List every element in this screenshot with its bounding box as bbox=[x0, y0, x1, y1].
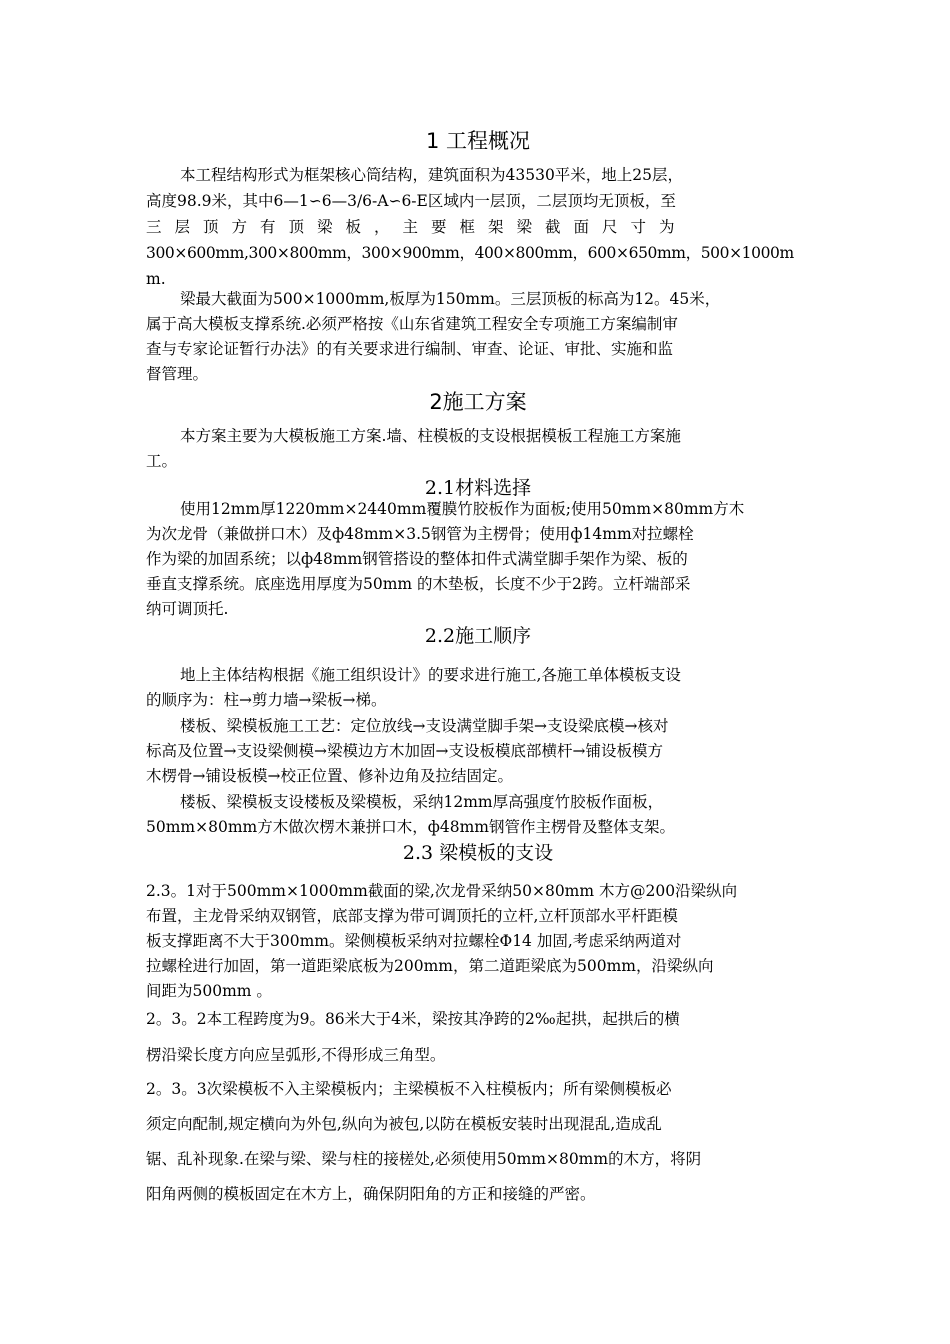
section-2-2-heading: 2.2施工顺序 bbox=[424, 625, 532, 647]
text-line: 2.3。1对于500mm×1000mm截面的梁,次龙骨采纳50×80mm 木方@200沿梁纵向 bbox=[146, 882, 738, 900]
text-line: 锯、乱补现象.在梁与梁、梁与柱的接槎处,必须使用50mm×80mm的木方，将阴 bbox=[146, 1150, 702, 1168]
text-line: 督管理。 bbox=[146, 365, 209, 383]
text-line: 纳可调顶托. bbox=[146, 600, 229, 618]
text-line: 为次龙骨（兼做拼口木）及ф48mm×3.5钢管为主楞骨；使用ф14mm对拉螺栓 bbox=[146, 525, 694, 543]
text-line: 属于高大模板支撑系统.必须严格按《山东省建筑工程安全专项施工方案编制审 bbox=[146, 315, 678, 333]
text-line: 50mm×80mm方木做次楞木兼拼口木，ф48mm钢管作主楞骨及整体支架。 bbox=[146, 818, 675, 836]
text-line: 三层顶方有顶梁板，主要框架梁截面尺寸为 bbox=[146, 218, 688, 236]
text-line: 板支撑距离不大于300mm。梁侧模板采纳对拉螺栓Φ14 加固,考虑采纳两道对 bbox=[146, 932, 682, 950]
text-line: 拉螺栓进行加固，第一道距梁底板为200mm，第二道距梁底为500mm，沿梁纵向 bbox=[146, 957, 714, 975]
section-2-1-paragraph-1 bbox=[146, 497, 810, 622]
text-line: 布置，主龙骨采纳双钢管，底部支撑为带可调顶托的立杆,立杆顶部水平杆距模 bbox=[146, 907, 678, 925]
text-line: 阳角两侧的模板固定在木方上，确保阴阳角的方正和接缝的严密。 bbox=[146, 1185, 596, 1203]
text-line: m. bbox=[146, 270, 166, 288]
text-line: 2。3。2本工程跨度为9。86米大于4米，梁按其净跨的2‰起拱，起拱后的横 bbox=[146, 1010, 680, 1028]
text-line: 作为梁的加固系统；以ф48mm钢管搭设的整体扣件式满堂脚手架作为梁、板的 bbox=[146, 550, 688, 568]
text-line: 梁最大截面为500×1000mm,板厚为150mm。三层顶板的标高为12。45米， bbox=[180, 290, 721, 308]
section-1-heading: 1 工程概况 bbox=[425, 129, 531, 153]
section-2-3-paragraph-3 bbox=[146, 1072, 810, 1212]
section-2-3-heading: 2.3 梁模板的支设 bbox=[402, 842, 554, 864]
section-2-2-paragraph-1 bbox=[146, 663, 810, 713]
text-line: 垂直支撑系统。底座选用厚度为50mm 的木垫板，长度不少于2跨。立杆端部采 bbox=[146, 575, 691, 593]
section-1-paragraph-1 bbox=[146, 162, 810, 292]
section-1-paragraph-2 bbox=[146, 287, 810, 387]
text-line: 300×600mm,300×800mm，300×900mm，400×800mm，600×650mm，500×1000m bbox=[146, 244, 794, 262]
text-line: 高度98.9米，其中6—1∽6—3/6-A∽6-E区域内一层顶，二层顶均无顶板，至 bbox=[146, 192, 676, 210]
text-line: 使用12mm厚1220mm×2440mm覆膜竹胶板作为面板;使用50mm×80mm方木 bbox=[180, 500, 745, 518]
text-line: 楼板、梁模板施工工艺：定位放线→支设满堂脚手架→支设梁底模→核对 bbox=[180, 717, 669, 735]
section-2-3-paragraph-1 bbox=[146, 879, 810, 1004]
text-line: 楼板、梁模板支设楼板及梁模板，采纳12mm厚高强度竹胶板作面板， bbox=[180, 793, 664, 811]
text-line: 须定向配制,规定横向为外包,纵向为被包,以防在模板安装时出现混乱,造成乱 bbox=[146, 1115, 662, 1133]
text-line: 的顺序为：柱→剪力墙→梁板→梯。 bbox=[146, 691, 387, 709]
text-line: 间距为500mm 。 bbox=[146, 982, 272, 1000]
section-2-2-paragraph-3 bbox=[146, 790, 810, 840]
section-2-2-paragraph-2 bbox=[146, 714, 810, 789]
text-line: 查与专家论证暂行办法》的有关要求进行编制、审查、论证、审批、实施和监 bbox=[146, 340, 674, 358]
text-line: 本工程结构形式为框架核心筒结构，建筑面积为43530平米，地上25层， bbox=[180, 166, 684, 184]
text-line: 地上主体结构根据《施工组织设计》的要求进行施工,各施工单体模板支设 bbox=[180, 666, 681, 684]
text-line: 木楞骨→铺设板模→校正位置、修补边角及拉结固定。 bbox=[146, 767, 513, 785]
text-line: 工。 bbox=[146, 452, 178, 470]
text-line: 标高及位置→支设梁侧模→梁模边方木加固→支设板模底部横杆→铺设板模方 bbox=[146, 742, 663, 760]
section-2-heading: 2施工方案 bbox=[429, 390, 527, 414]
section-2-1-heading: 2.1材料选择 bbox=[424, 477, 532, 499]
section-2-paragraph-1 bbox=[146, 424, 810, 474]
text-line: 楞沿梁长度方向应呈弧形,不得形成三角型。 bbox=[146, 1046, 446, 1064]
text-line: 2。3。3次梁模板不入主梁模板内；主梁模板不入柱模板内；所有梁侧模板必 bbox=[146, 1080, 672, 1098]
section-2-3-paragraph-2 bbox=[146, 1001, 810, 1073]
text-line: 本方案主要为大模板施工方案.墙、柱模板的支设根据模板工程施工方案施 bbox=[180, 427, 681, 445]
